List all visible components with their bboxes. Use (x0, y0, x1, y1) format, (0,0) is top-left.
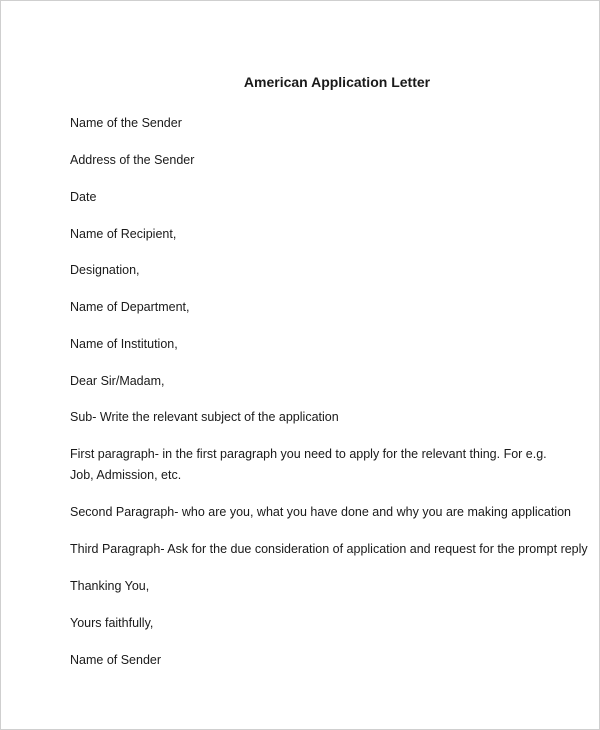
subject-line: Sub- Write the relevant subject of the application (70, 410, 339, 424)
recipient-designation: Designation, (70, 263, 140, 277)
letter-date: Date (70, 190, 97, 204)
first-paragraph: First paragraph- in the first paragraph you need to apply for the relevant thing. For e.g. Job, Admission, etc. (70, 447, 547, 482)
salutation: Dear Sir/Madam, (70, 374, 165, 388)
third-paragraph: Third Paragraph- Ask for the due consideration of application and request for the prompt reply (70, 542, 588, 556)
closing-line: Yours faithfully, (70, 616, 154, 630)
recipient-name: Name of Recipient, (70, 227, 177, 241)
letter-title: American Application Letter (243, 74, 431, 90)
recipient-department: Name of Department, (70, 300, 190, 314)
sender-name: Name of the Sender (70, 116, 182, 130)
recipient-institution: Name of Institution, (70, 337, 178, 351)
second-paragraph: Second Paragraph- who are you, what you have done and why you are making application (70, 505, 572, 519)
thanks-line: Thanking You, (70, 579, 150, 593)
signature-name: Name of Sender (70, 653, 162, 667)
sender-address: Address of the Sender (70, 153, 195, 167)
